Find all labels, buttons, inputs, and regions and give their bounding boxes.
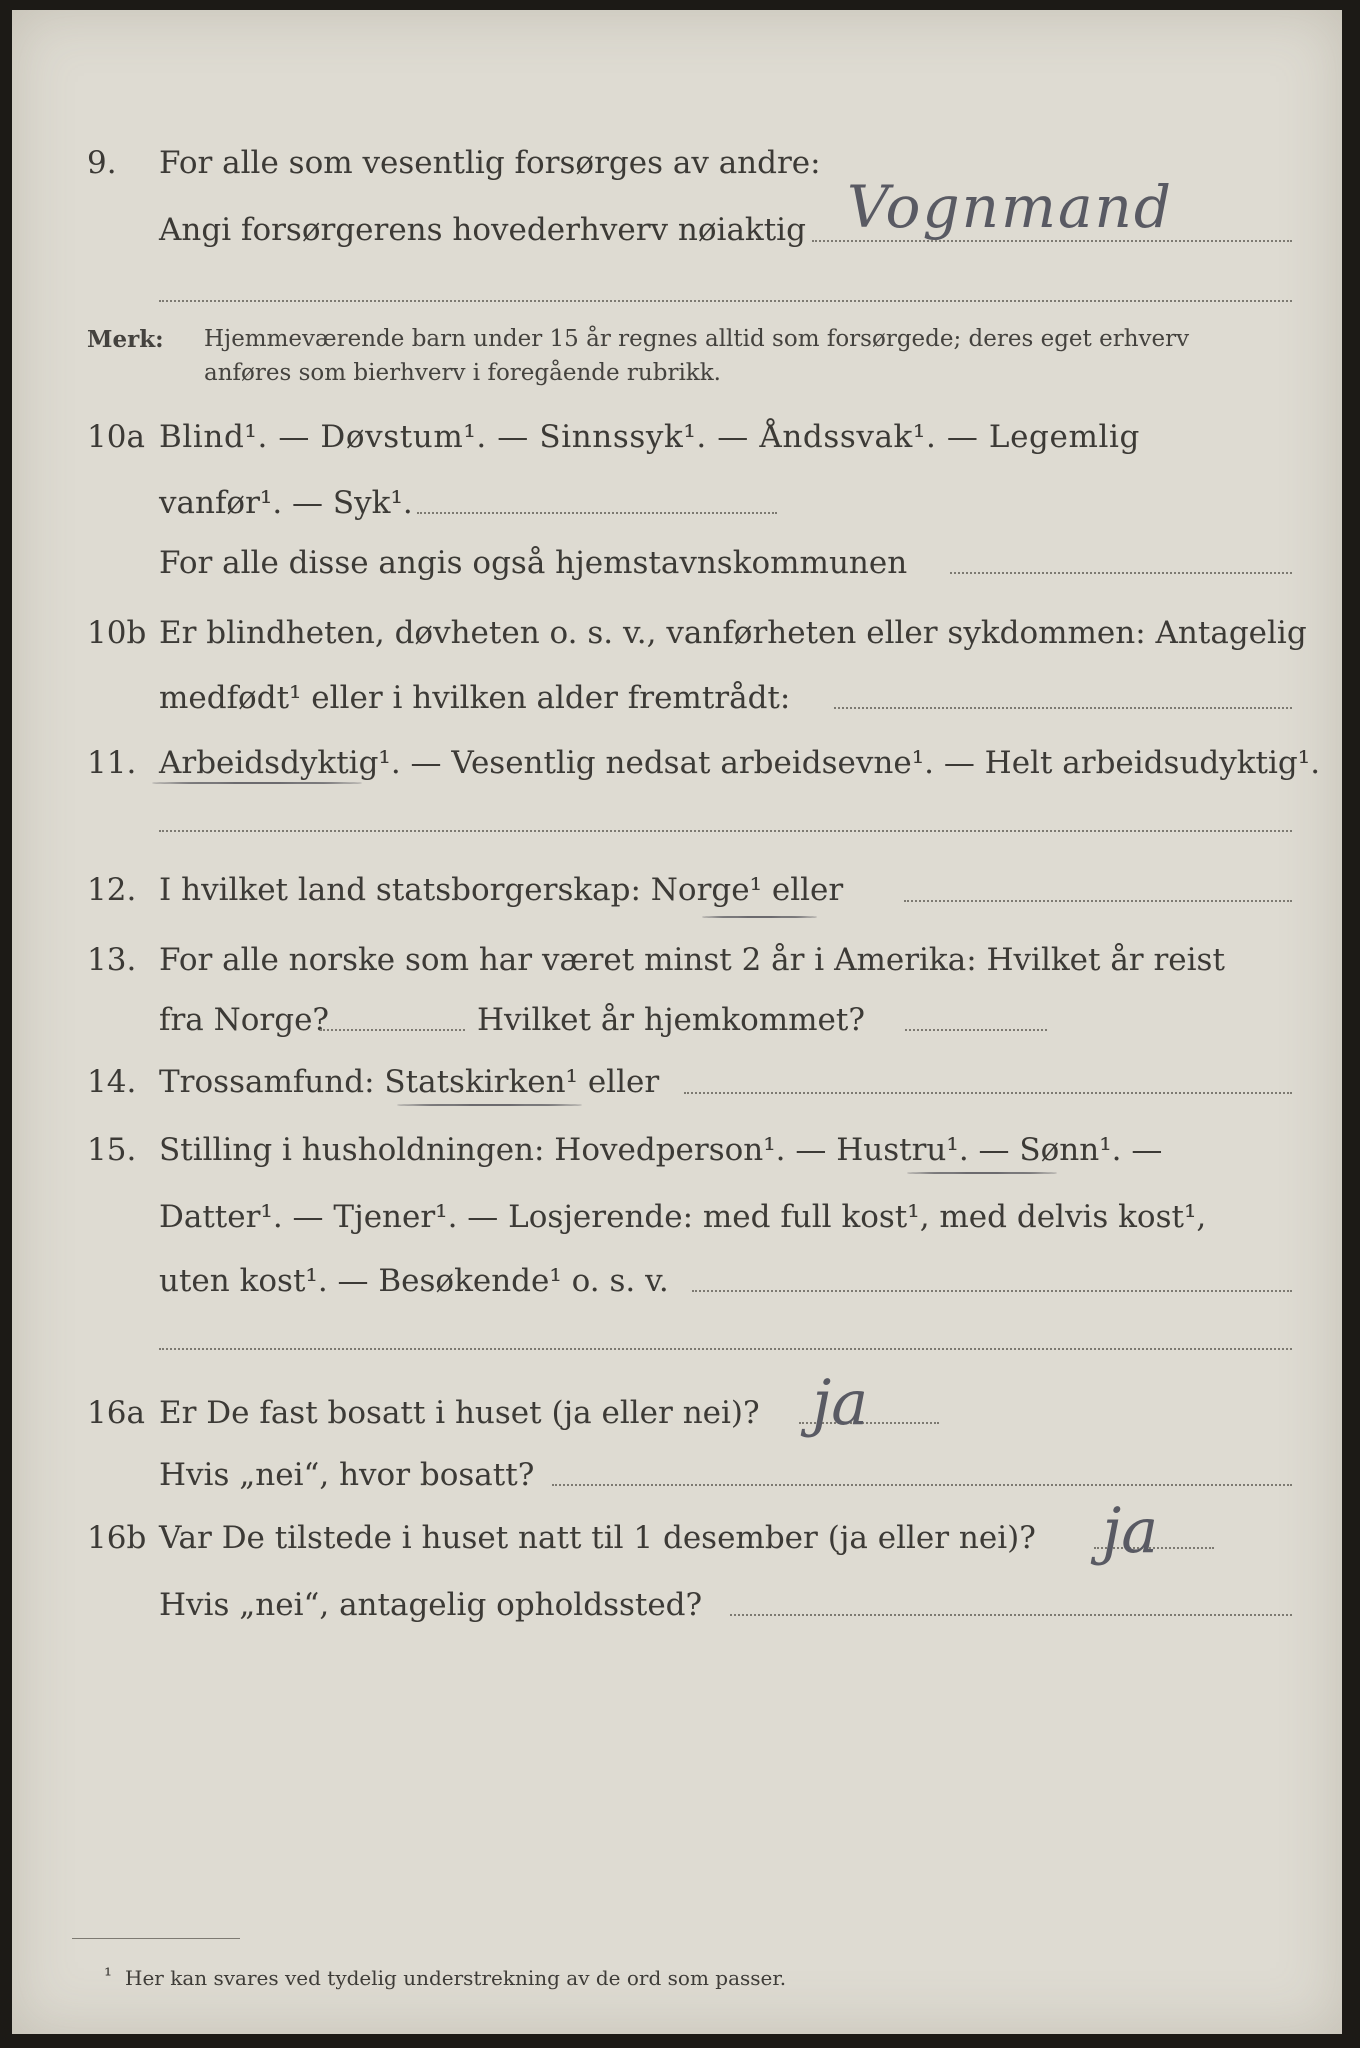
item-number-16a: 16a — [87, 1395, 145, 1431]
item-16a-line-2: Hvis „nei“, hvor bosatt? — [159, 1457, 535, 1493]
item-10b-line-2: medfødt¹ eller i hvilken alder fremtrådt: — [159, 680, 791, 716]
item-14-line-1: Trossamfund: Statskirken¹ eller — [159, 1064, 660, 1100]
item-10a-hjemstavn-line — [950, 572, 1292, 574]
item-16b-handwritten-answer: ja — [1102, 1494, 1159, 1567]
item-12-handwritten-underline — [702, 916, 817, 918]
item-16b-line-1: Var De tilstede i huset natt til 1 desember (ja eller nei)? — [159, 1520, 1036, 1556]
item-15-second-line — [159, 1348, 1292, 1350]
item-11-handwritten-underline — [152, 782, 362, 784]
item-number-12: 12. — [87, 872, 137, 908]
item-14-handwritten-underline — [397, 1104, 582, 1106]
item-16b-line-2: Hvis „nei“, antagelig opholdssted? — [159, 1587, 703, 1623]
item-11-line-1: Arbeidsdyktig¹. — Vesentlig nedsat arbeidsevne¹. — Helt arbeidsudyktig¹. — [159, 745, 1321, 781]
item-16a-line-1: Er De fast bosatt i huset (ja eller nei)? — [159, 1395, 760, 1431]
item-number-13: 13. — [87, 942, 137, 978]
item-number-10a: 10a — [87, 419, 145, 455]
item-13-reist-line — [320, 1029, 465, 1031]
footnote-rule — [72, 1938, 240, 1939]
item-12-answer-line — [904, 900, 1292, 902]
item-12-line-1: I hvilket land statsborgerskap: Norge¹ eller — [159, 872, 844, 908]
item-10a-line-2: vanfør¹. — Syk¹. — [159, 485, 413, 521]
item-number-9: 9. — [87, 145, 117, 181]
item-10b-answer-line — [834, 707, 1292, 709]
item-14-answer-line — [684, 1092, 1292, 1094]
item-9-handwritten-answer: Vognmand — [847, 173, 1174, 241]
item-15-line-2: Datter¹. — Tjener¹. — Losjerende: med full kost¹, med delvis kost¹, — [159, 1199, 1207, 1235]
merk-line-1: Hjemmeværende barn under 15 år regnes alltid som forsørgede; deres eget erhverv — [204, 326, 1190, 352]
item-13-hjemkommet-line — [905, 1029, 1047, 1031]
item-13-line-1: For alle norske som har været minst 2 år i Amerika: Hvilket år reist — [159, 942, 1225, 978]
item-10b-line-1: Er blindheten, døvheten o. s. v., vanførheten eller sykdommen: Antagelig — [159, 615, 1307, 651]
footnote-mark: ¹ — [104, 1963, 113, 1987]
item-15-line-3: uten kost¹. — Besøkende¹ o. s. v. — [159, 1263, 669, 1299]
item-number-11: 11. — [87, 745, 137, 781]
item-13-line-3: Hvilket år hjemkommet? — [477, 1002, 865, 1038]
item-10a-syk-line — [417, 512, 777, 514]
item-16a-handwritten-answer: ja — [812, 1366, 869, 1439]
item-number-16b: 16b — [87, 1520, 147, 1556]
footnote-text: Her kan svares ved tydelig understrekning av de ord som passer. — [125, 1966, 787, 1990]
item-16a-bosatt-line — [552, 1484, 1292, 1486]
census-form-page — [12, 10, 1342, 2034]
item-15-handwritten-underline — [907, 1172, 1057, 1174]
item-11-second-line — [159, 830, 1292, 832]
item-9-line-2: Angi forsørgerens hovederhverv nøiaktig — [159, 212, 806, 248]
item-9-line-1: For alle som vesentlig forsørges av andre: — [159, 145, 821, 181]
item-13-line-2: fra Norge? — [159, 1002, 330, 1038]
item-number-15: 15. — [87, 1132, 137, 1168]
item-10a-line-1: Blind¹. — Døvstum¹. — Sinnssyk¹. — Åndssvak¹. — Legemlig — [159, 419, 1140, 455]
item-15-answer-line — [692, 1290, 1292, 1292]
item-10a-line-3: For alle disse angis også hjemstavnskommunen — [159, 545, 908, 581]
merk-line-2: anføres som bierhverv i foregående rubrikk. — [204, 360, 721, 386]
item-16b-opholdssted-line — [730, 1614, 1292, 1616]
item-15-line-1: Stilling i husholdningen: Hovedperson¹. — Hustru¹. — Sønn¹. — — [159, 1132, 1163, 1168]
item-number-10b: 10b — [87, 615, 147, 651]
item-number-14: 14. — [87, 1064, 137, 1100]
merk-label: Merk: — [87, 326, 164, 353]
item-9-second-line — [159, 300, 1292, 302]
